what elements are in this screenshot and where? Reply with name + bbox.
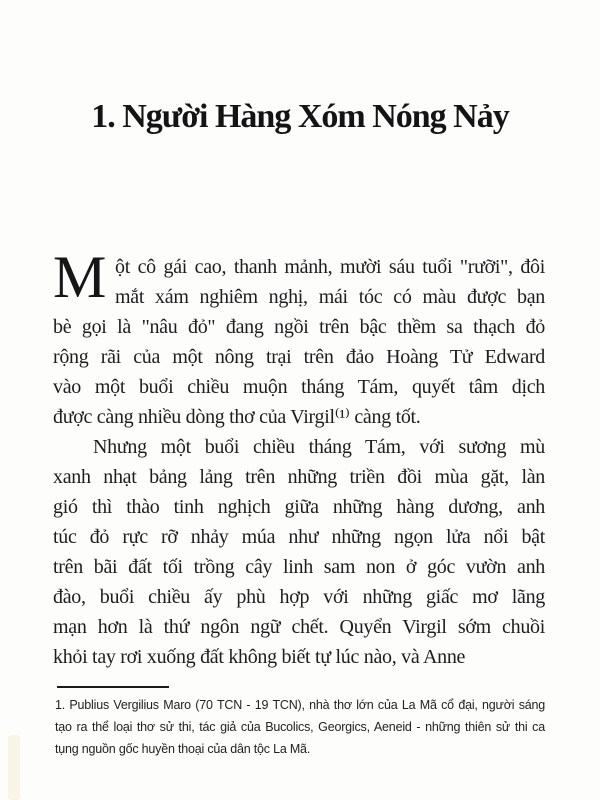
text-line: tạo ra thể loại thơ sử thi, tác giả của Bucolics, Georgics, Aeneid - những thiên sử thi ca — [55, 720, 545, 734]
drop-cap-letter: M — [53, 244, 107, 310]
text-line: xanh nhạt bảng lảng trên những triền đồi mùa gặt, làn — [53, 466, 545, 488]
text-line: rộng rãi của một nông trại trên đảo Hoàng Tử Edward — [53, 346, 545, 368]
text-line: bè gọi là "nâu đỏ" đang ngồi trên bậc thềm sa thạch đỏ — [53, 316, 545, 338]
paragraph-1 — [53, 252, 545, 432]
scan-edge-artifact — [8, 735, 20, 800]
text-line: trên bãi đất tối trồng cây linh sam non ở góc vườn anh — [53, 556, 545, 578]
paragraph-2 — [53, 432, 545, 672]
footnote — [55, 694, 545, 760]
text-line: khỏi tay rơi xuống đất không biết tự lúc nào, và Anne — [53, 646, 466, 668]
text-line: gió thì thào tinh nghịch giữa những hàng dương, anh — [53, 496, 545, 518]
text-line: tụng nguồn gốc huyền thoại của dân tộc La Mã. — [55, 742, 311, 756]
text-line: vào một buổi chiều muộn tháng Tám, quyết tâm dịch — [53, 376, 545, 398]
chapter-title: 1. Người Hàng Xóm Nóng Nảy — [91, 98, 509, 135]
footnote-separator — [57, 686, 169, 688]
text-line: đào, buổi chiều ấy phù hợp với những giấc mơ lãng — [53, 586, 545, 608]
text-line: được càng nhiều dòng thơ của Virgil⁽¹⁾ càng tốt. — [53, 406, 421, 428]
text-line: Nhưng một buổi chiều tháng Tám, với sương mù — [93, 436, 545, 458]
text-line: 1. Publius Vergilius Maro (70 TCN - 19 TCN), nhà thơ lớn của La Mã cổ đại, người sáng — [55, 698, 545, 712]
text-line: mạn hơn là thứ ngôn ngữ chết. Quyển Virgil sớm chuồi — [53, 616, 545, 638]
text-line: mắt xám nghiêm nghị, mái tóc có màu được bạn — [115, 286, 545, 308]
text-line: ột cô gái cao, thanh mảnh, mười sáu tuổi "rưỡi", đôi — [115, 256, 545, 278]
text-line: túc đỏ rực rỡ nhảy múa như những ngọn lửa nổi bật — [53, 526, 545, 548]
body-text — [53, 252, 545, 672]
